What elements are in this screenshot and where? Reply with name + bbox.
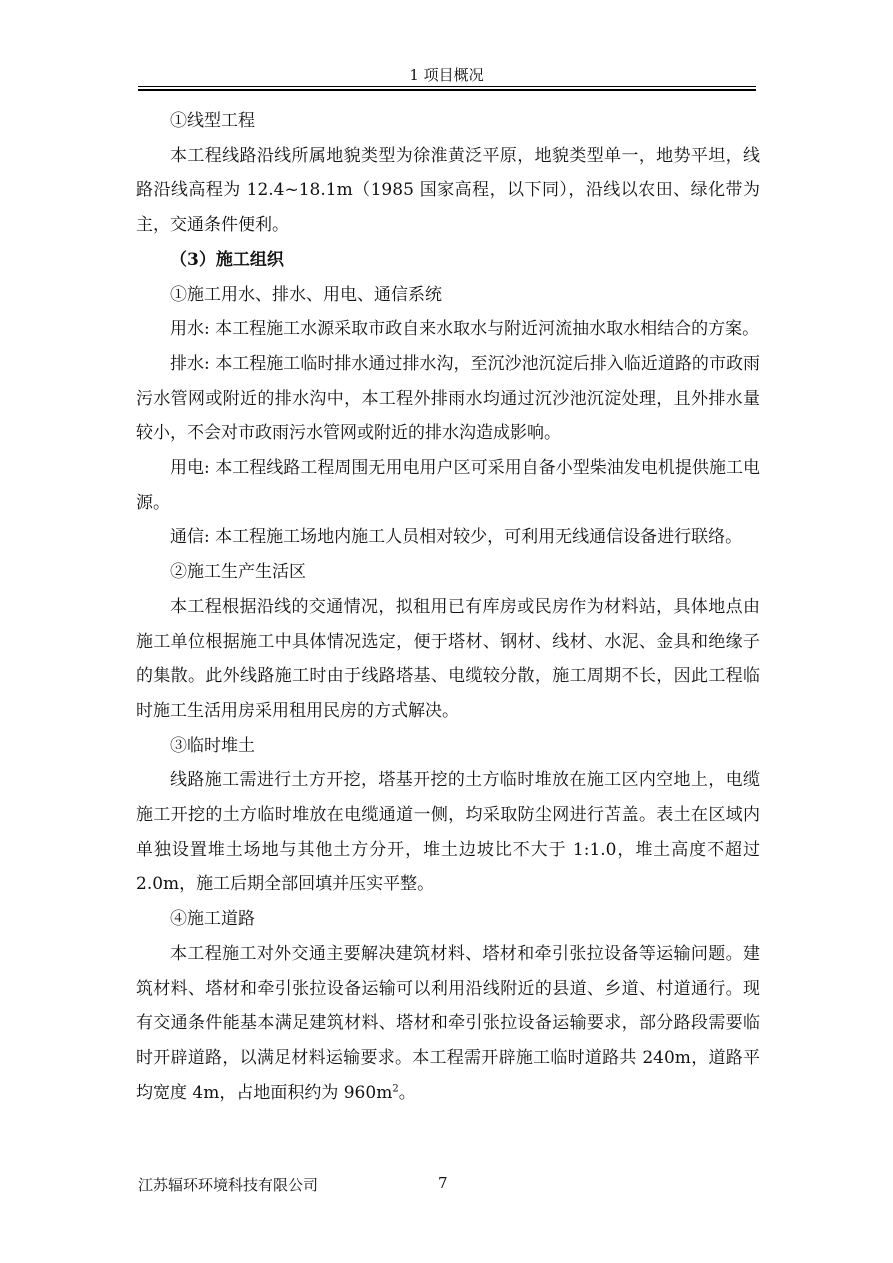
- paragraph: 线路施工需进行土方开挖，塔基开挖的土方临时堆放在施工区内空地上，电缆施工开挖的土方临时堆放在电缆通道一侧，均采取防尘网进行苫盖。表土在区域内单独设置堆土场地与其他土方分开，堆土边坡比不大于 1:1.0，堆土高度不超过 2.0m，施工后期全部回填并压实平整。: [136, 770, 760, 895]
- header-rule-thick: [138, 89, 756, 91]
- paragraph-text: 本工程施工对外交通主要解决建筑材料、塔材和牵引张拉设备等运输问题。建筑材料、塔材和牵引张拉设备运输可以利用沿线附近的县道、乡道、村道通行。现有交通条件能基本满足建筑材料、塔材和牵引张拉设备运输要求，部分路段需要临时开辟道路，以满足材料运输要求。本工程需开辟施工临时道路共 240m，道路平均宽度 4m，占地面积约为 960m: [136, 943, 760, 1103]
- paragraph: 本工程根据沿线的交通情况，拟租用已有库房或民房作为材料站，具体地点由施工单位根据施工中具体情况选定，便于塔材、钢材、线材、水泥、金具和绝缘子的集散。此外线路施工时由于线路塔基、电缆较分散，施工周期不长，因此工程临时施工生活用房采用租用民房的方式解决。: [136, 596, 760, 721]
- section-heading: （3）施工组织: [170, 249, 284, 270]
- superscript: 2: [392, 1083, 399, 1095]
- footer-page-number: 7: [438, 1174, 448, 1192]
- header-rule-thin: [138, 86, 756, 87]
- paragraph: ①施工用水、排水、用电、通信系统: [170, 284, 442, 305]
- paragraph: 用电: 本工程线路工程周围无用电用户区可采用自备小型柴油发电机提供施工电源。: [136, 458, 760, 513]
- footer-company: 江苏辐环环境科技有限公司: [138, 1176, 319, 1194]
- paragraph-tail: 。: [398, 1082, 416, 1103]
- paragraph: 通信: 本工程施工场地内施工人员相对较少，可利用无线通信设备进行联络。: [170, 527, 743, 548]
- page-content: [136, 104, 760, 1110]
- paragraph-last: [136, 937, 760, 1111]
- paragraph: 排水: 本工程施工临时排水通过排水沟，至沉沙池沉淀后排入临近道路的市政雨污水管网或附近的排水沟中，本工程外排雨水均通过沉沙池沉淀处理，且外排水量较小，不会对市政雨污水管网或附近的排水沟造成影响。: [136, 353, 760, 444]
- paragraph: 本工程线路沿线所属地貌类型为徐淮黄泛平原，地貌类型单一，地势平坦，线路沿线高程为 12.4~18.1m（1985 国家高程，以下同），沿线以农田、绿化带为主，交通条件便利。: [136, 145, 760, 236]
- paragraph: 用水: 本工程施工水源采取市政自来水取水与附近河流抽水取水相结合的方案。: [170, 319, 760, 340]
- paragraph: ①线型工程: [170, 111, 255, 131]
- paragraph: ②施工生产生活区: [170, 562, 306, 583]
- paragraph: ④施工道路: [170, 909, 255, 930]
- page-header-title: 1 项目概况: [409, 66, 484, 84]
- paragraph: ③临时堆土: [170, 735, 255, 756]
